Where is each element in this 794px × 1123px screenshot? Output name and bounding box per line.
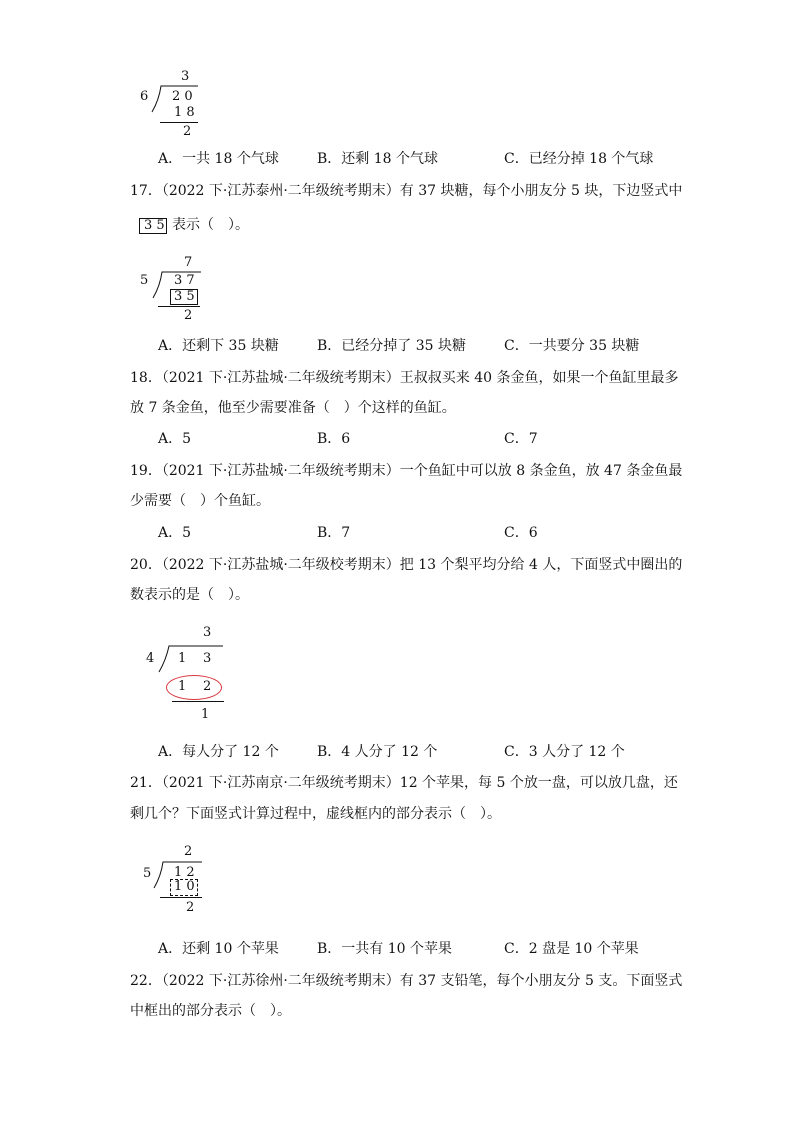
question-text-line1: 20．（2022 下·江苏盐城·二年级校考期末）把 13 个梨平均分给 4 人，下面竖式中圈出的 [130,557,683,573]
question-text-line2: 中框出的部分表示（ ）。 [130,1003,291,1019]
option-c[interactable]: C．已经分掉 18 个气球 [504,151,654,167]
subtraction-line [172,701,224,702]
divisor: 5 [140,273,149,288]
quotient: 3 [203,625,212,640]
option-c[interactable]: C．3 人分了 12 个 [504,744,625,760]
option-b[interactable]: B．一共有 10 个苹果 [317,941,453,957]
option-b[interactable]: B．7 [317,525,351,541]
remainder: 2 [186,900,195,915]
divisor: 6 [140,89,149,104]
question-text-tail: 表示（ ）。 [172,217,249,233]
product-tens: 1 [178,679,187,694]
option-a[interactable]: A．一共 18 个气球 [158,151,279,167]
divisor: 5 [143,866,152,881]
remainder: 1 [201,707,210,722]
question-text-line2: 剩几个？下面竖式计算过程中，虚线框内的部分表示（ ）。 [130,806,501,822]
option-b[interactable]: B．6 [317,431,351,447]
option-a[interactable]: A．5 [158,525,192,541]
option-a[interactable]: A．还剩下 35 块糖 [158,338,279,354]
option-c[interactable]: C．一共要分 35 块糖 [504,338,640,354]
option-c[interactable]: C．6 [504,525,538,541]
dividend: 1 2 [174,865,195,880]
question-text-line1: 18．（2021 下·江苏盐城·二年级统考期末）王叔叔买来 40 条金鱼，如果一个鱼缸里最多 [130,370,679,386]
dashed-box-product: 1 0 [170,879,198,896]
dividend-ones: 3 [203,651,212,666]
option-c[interactable]: C．7 [504,431,538,447]
divisor: 4 [146,651,155,666]
dividend-tens: 1 [178,651,187,666]
remainder: 2 [184,308,193,323]
product-ones: 2 [203,679,212,694]
remainder: 2 [183,124,192,139]
question-text-line1: 22．（2022 下·江苏徐州·二年级统考期末）有 37 支铅笔，每个小朋友分 5 支。下面竖式 [130,973,683,989]
dividend: 3 7 [174,273,195,288]
subtraction-line [160,122,198,123]
dividend: 2 0 [172,89,193,104]
option-b[interactable]: B．已经分掉了 35 块糖 [317,338,467,354]
question-text-line1: 21．（2021 下·江苏南京·二年级统考期末）12 个苹果，每 5 个放一盘，可以放几盘，还 [130,775,678,791]
quotient: 2 [184,844,193,859]
question-text-line2: 数表示的是（ ）。 [130,587,249,603]
red-circle-highlight [166,675,222,700]
option-b[interactable]: B．还剩 18 个气球 [317,151,439,167]
quotient: 3 [181,69,190,84]
subtraction-line [158,306,200,307]
option-b[interactable]: B．4 人分了 12 个 [317,744,438,760]
product: 1 8 [174,105,195,120]
question-text-line1: 19．（2021 下·江苏盐城·二年级统考期末）一个鱼缸中可以放 8 条金鱼，放 47 条金鱼最 [130,463,683,479]
question-text: 17．（2022 下·江苏泰州·二年级统考期末）有 37 块糖，每个小朋友分 5 块，下边竖式中 [130,183,683,199]
option-a[interactable]: A．每人分了 12 个 [158,744,279,760]
boxed-product: 3 5 [170,289,198,305]
quotient: 7 [184,255,193,270]
division-bracket [157,644,237,674]
option-a[interactable]: A．还剩 10 个苹果 [158,941,279,957]
option-a[interactable]: A．5 [158,431,192,447]
inline-boxed-number: 3 5 [139,218,167,234]
option-c[interactable]: C．2 盘是 10 个苹果 [504,941,639,957]
question-text-line2: 放 7 条金鱼，他至少需要准备（ ）个这样的鱼缸。 [130,400,456,416]
question-text-line2: 少需要（ ）个鱼缸。 [130,493,270,509]
subtraction-line [160,897,202,898]
